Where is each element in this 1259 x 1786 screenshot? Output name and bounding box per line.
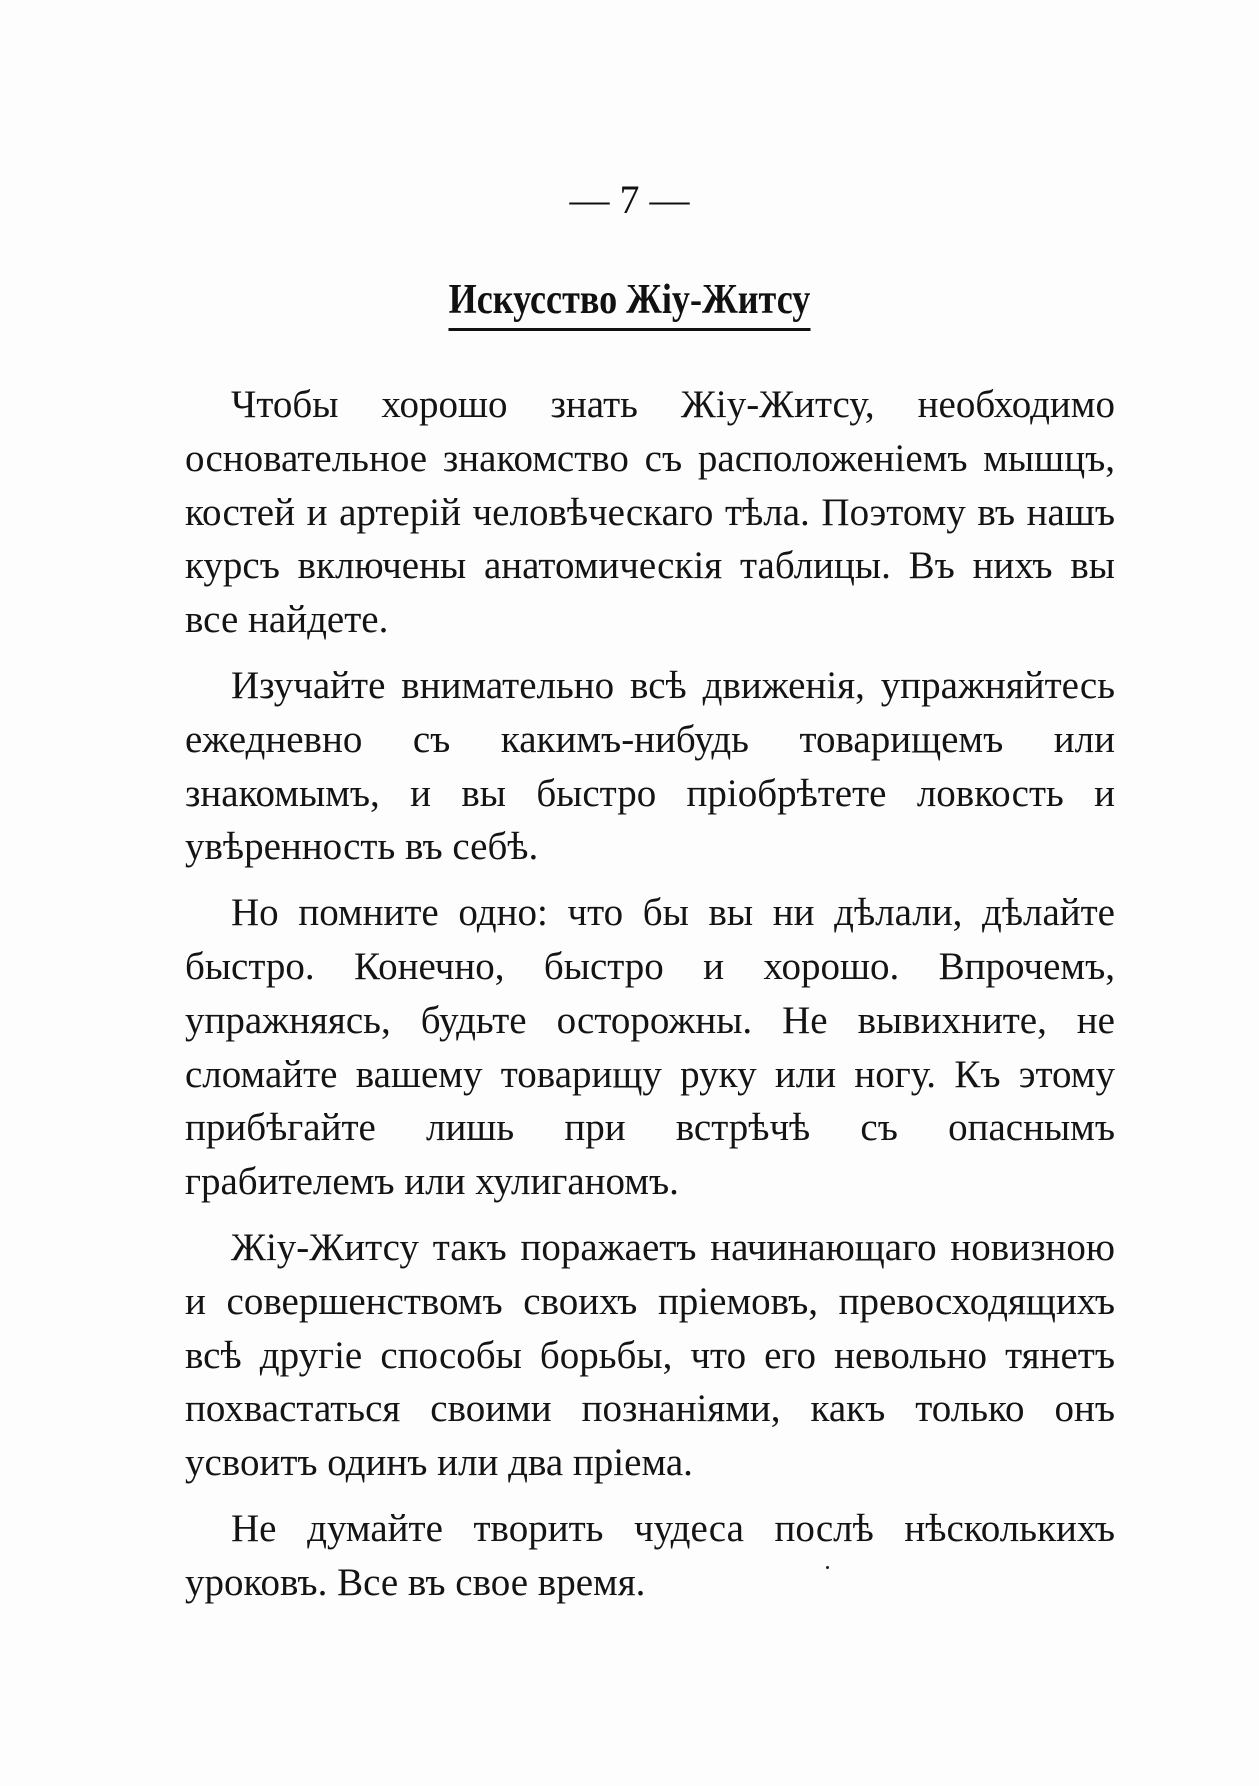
print-speck <box>826 1566 829 1569</box>
page-number: — 7 — <box>569 177 690 222</box>
paragraph-4: Жіу-Житсу такъ поражаетъ начинающаго новизною и совершенствомъ своихъ пріемовъ, превосходящихъ всѣ другіе способы борьбы, что его невольно тянетъ похвастаться своими познаніями, какъ только онъ усвоитъ одинъ или два пріема. <box>185 1225 1115 1485</box>
paragraph-5: Не думайте творить чудеса послѣ нѣсколькихъ уроковъ. Все въ свое время. <box>185 1506 1115 1604</box>
paragraph-3: Но помните одно: что бы вы ни дѣлали, дѣлайте быстро. Конечно, быстро и хорошо. Впрочемъ, упражняясь, будьте осторожны. Не вывихните, не сломайте вашему товарищу руку или ногу. Къ этому прибѣгайте лишь при встрѣчѣ съ опаснымъ грабителемъ или хулиганомъ. <box>185 891 1115 1204</box>
section-heading-text: Искусство Жіу-Житсу <box>449 276 811 331</box>
body-text <box>185 378 1115 1622</box>
section-heading <box>88 276 1171 331</box>
paragraph-2: Изучайте внимательно всѣ движенія, упражняйтесь ежедневно съ какимъ-нибудь товарищемъ или знакомымъ, и вы быстро пріобрѣтете ловкость и увѣренность въ себѣ. <box>185 663 1115 869</box>
paragraph-1: Чтобы хорошо знать Жіу-Житсу, необходимо основательное знакомство съ расположеніемъ мышцъ, костей и артерій человѣческаго тѣла. Поэтому въ нашъ курсъ включены анатомическія таблицы. Въ нихъ вы все найдете. <box>185 383 1115 642</box>
